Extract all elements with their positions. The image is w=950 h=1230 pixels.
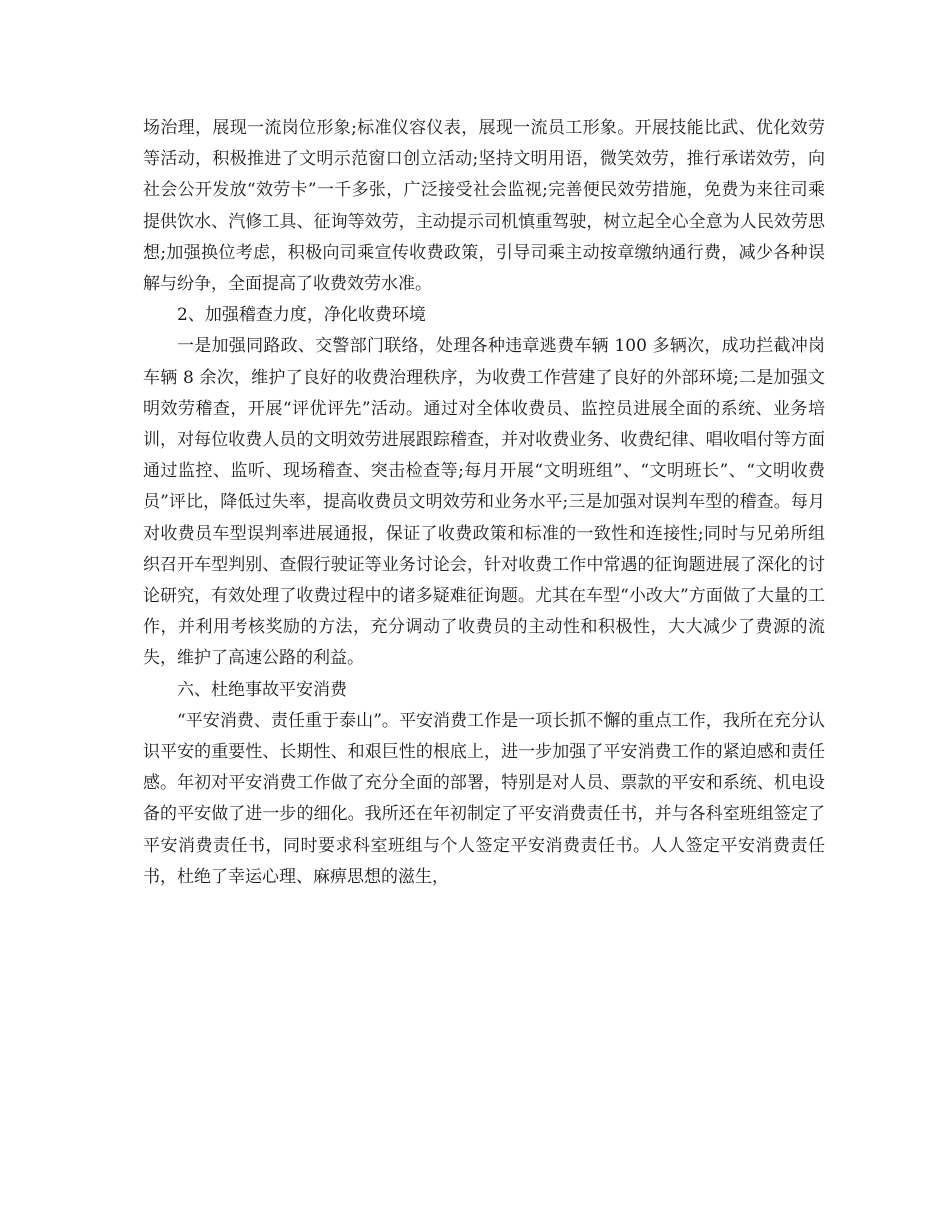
document-body	[143, 113, 825, 893]
section-heading: 六、杜绝事故平安消费	[177, 679, 347, 700]
paragraph-continued: 场治理，展现一流岗位形象;标准仪容仪表，展现一流员工形象。开展技能比武、优化效劳等活动，积极推进了文明示范窗口创立活动;坚持文明用语，微笑效劳，推行承诺效劳，向社会公开发放“效劳卡”一千多张，广泛接受社会监视;完善便民效劳措施，免费为来往司乘提供饮水、汽修工具、征询等效劳，主动提示司机慎重驾驶，树立起全心全意为人民效劳思想;加强换位考虑，积极向司乘宣传收费政策，引导司乘主动按章缴纳通行费，减少各种误解与纷争，全面提高了收费效劳水准。	[143, 118, 825, 295]
section-heading: 2、加强稽查力度，净化收费环境	[177, 305, 426, 326]
paragraph: 一是加强同路政、交警部门联络，处理各种违章逃费车辆 100 多辆次，成功拦截冲岗车辆 8 余次，维护了良好的收费治理秩序，为收费工作营建了良好的外部环境;二是加强文明效劳稽查，开展“评优评先”活动。通过对全体收费员、监控员进展全面的系统、业务培训，对每位收费人员的文明效劳进展跟踪稽查，并对收费业务、收费纪律、唱收唱付等方面通过监控、监听、现场稽查、突击检查等;每月开展“文明班组”、“文明班长”、“文明收费员”评比，降低过失率，提高收费员文明效劳和业务水平;三是加强对误判车型的稽查。每月对收费员车型误判率进展通报，保证了收费政策和标准的一致性和连接性;同时与兄弟所组织召开车型判别、查假行驶证等业务讨论会，针对收费工作中常遇的征询题进展了深化的讨论研究，有效处理了收费过程中的诸多疑难征询题。尤其在车型“小改大”方面做了大量的工作，并利用考核奖励的方法，充分调动了收费员的主动性和积极性，大大减少了费源的流失，维护了高速公路的利益。	[143, 336, 825, 669]
paragraph: “平安消费、责任重于泰山”。平安消费工作是一项长抓不懈的重点工作，我所在充分认识平安的重要性、长期性、和艰巨性的根底上，进一步加强了平安消费工作的紧迫感和责任感。年初对平安消费工作做了充分全面的部署，特别是对人员、票款的平安和系统、机电设备的平安做了进一步的细化。我所还在年初制定了平安消费责任书，并与各科室班组签定了平安消费责任书，同时要求科室班组与个人签定平安消费责任书。人人签定平安消费责任书，杜绝了幸运心理、麻痹思想的滋生，	[143, 710, 825, 887]
